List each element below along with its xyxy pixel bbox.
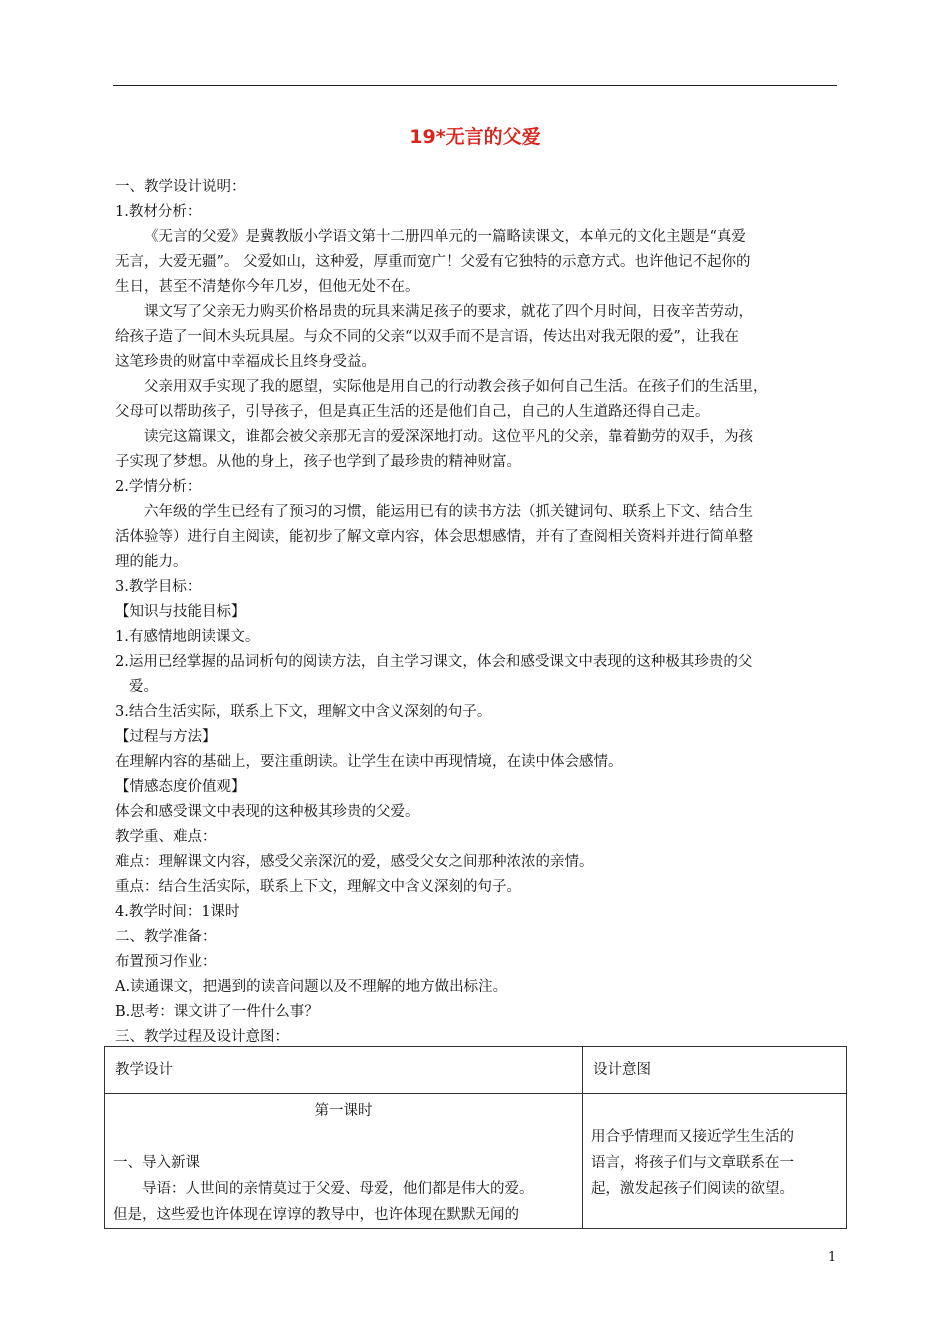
paragraph-line: 子实现了梦想。从他的身上，孩子也学到了最珍贵的精神财富。 [115,454,521,470]
paragraph-line: 体会和感受课文中表现的这种极其珍贵的父爱。 [115,804,420,820]
document-body [115,175,841,1050]
table-row [105,1094,847,1229]
paragraph-line: 在理解内容的基础上，要注重朗读。让学生在读中再现情境，在读中体会感情。 [115,754,623,770]
table-cell-intent [583,1094,847,1229]
document-title: 19*无言的父爱 [409,126,541,148]
paragraph-line: 父亲用双手实现了我的愿望，实际他是用自己的行动教会孩子如何自己生活。在孩子们的生活里， [144,379,768,395]
paragraph-line: 无言，大爱无疆”。 父爱如山，这种爱，厚重而宽广！父爱有它独特的示意方式。也许他记不起你的 [115,254,751,270]
subsection-heading: 教学重、难点： [115,829,217,845]
section-heading: 三、教学过程及设计意图： [115,1029,289,1045]
subsection-heading: 1.教材分析： [115,204,202,220]
paragraph-line: 给孩子造了一间木头玩具屋。与众不同的父亲“以双手而不是言语，传达出对我无限的爱”，让我在 [115,329,739,345]
lesson-label: 第一课时 [314,1103,373,1119]
section-heading: 一、教学设计说明： [115,179,246,195]
list-item: 2.运用已经掌握的品词析句的阅读方法，自主学习课文，体会和感受课文中表现的这种极其珍贵的父 [115,654,753,670]
table-header-design: 教学设计 [105,1047,583,1094]
paragraph-line: 理的能力。 [115,554,188,570]
bracket-heading: 【过程与方法】 [115,729,217,745]
header-rule [113,85,837,86]
step-heading: 一、导入新课 [113,1155,200,1171]
paragraph-line: 生日，甚至不清楚你今年几岁，但他无处不在。 [115,279,420,295]
paragraph-line: 课文写了父亲无力购买价格昂贵的玩具来满足孩子的要求，就花了四个月时间，日夜辛苦劳动， [144,304,753,320]
paragraph-line: 活体验等）进行自主阅读，能初步了解文章内容，体会思想感情，并有了查阅相关资料并进行简单整 [115,529,753,545]
paragraph-line: 读完这篇课文，谁都会被父亲那无言的爱深深地打动。这位平凡的父亲，靠着勤劳的双手，为孩 [144,429,753,445]
list-item: 3.结合生活实际，联系上下文，理解文中含义深刻的句子。 [115,704,492,720]
paragraph-line: 难点：理解课文内容，感受父亲深沉的爱，感受父女之间那种浓浓的亲情。 [115,854,594,870]
design-table [104,1046,847,1229]
list-item: A.读通课文，把遇到的读音问题以及不理解的地方做出标注。 [115,979,508,995]
list-item: 1.有感情地朗读课文。 [115,629,260,645]
paragraph-line: 父母可以帮助孩子，引导孩子，但是真正生活的还是他们自己，自己的人生道路还得自己走。 [115,404,710,420]
paragraph-line: 这笔珍贵的财富中幸福成长且终身受益。 [115,354,376,370]
list-item: B.思考：课文讲了一件什么事？ [115,1004,319,1020]
subsection-heading: 2.学情分析： [115,479,202,495]
table-header-intent: 设计意图 [583,1047,847,1094]
subsection-heading: 3.教学目标： [115,579,202,595]
table-text-line: 语言，将孩子们与文章联系在一 [591,1155,794,1171]
table-text-line: 但是，这些爱也许体现在谆谆的教导中，也许体现在默默无闻的 [113,1207,519,1223]
bracket-heading: 【情感态度价值观】 [115,779,246,795]
list-item-continuation: 爱。 [129,679,158,695]
table-text-line: 起，激发起孩子们阅读的欲望。 [591,1181,794,1197]
paragraph-line: 《无言的父爱》是冀教版小学语文第十二册四单元的一篇略读课文，本单元的文化主题是“真爱 [144,229,746,245]
table-text-line: 用合乎情理而又接近学生生活的 [591,1129,794,1145]
table-header-row [105,1047,847,1094]
paragraph-line: 六年级的学生已经有了预习的习惯，能运用已有的读书方法（抓关键词句、联系上下文、结合生 [144,504,753,520]
bracket-heading: 【知识与技能目标】 [115,604,246,620]
subsection-heading: 4.教学时间：1课时 [115,904,240,920]
table-cell-design [105,1094,583,1229]
table-text-line: 导语：人世间的亲情莫过于父爱、母爱，他们都是伟大的爱。 [142,1181,534,1197]
blank-line [113,1124,574,1150]
page-number: 1 [828,1250,837,1265]
paragraph-line: 布置预习作业： [115,954,217,970]
section-heading: 二、教学准备： [115,929,217,945]
paragraph-line: 重点：结合生活实际，联系上下文，理解文中含义深刻的句子。 [115,879,521,895]
